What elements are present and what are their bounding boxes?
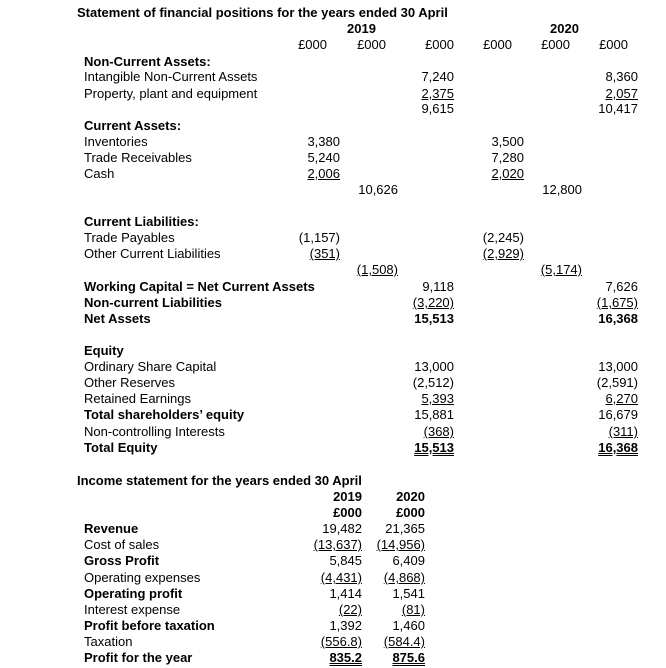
payables-2019: (1,157) xyxy=(298,230,340,245)
other-reserves-label: Other Reserves xyxy=(84,375,176,390)
is-2019-operating-profit: 1,414 xyxy=(329,586,362,601)
ppe-label: Property, plant and equipment xyxy=(84,86,258,101)
net-assets-label: Net Assets xyxy=(84,311,151,326)
retained-label: Retained Earnings xyxy=(84,391,191,406)
income-title: Income statement for the years ended 30 April xyxy=(77,473,362,488)
nca-heading: Non-Current Assets: xyxy=(84,54,211,69)
is-label-revenue: Revenue xyxy=(84,521,139,536)
osc-label: Ordinary Share Capital xyxy=(84,359,217,374)
is-label-operating-profit: Operating profit xyxy=(84,586,183,601)
col-unit-2019-b: £000 xyxy=(357,37,386,52)
payables-2020: (2,245) xyxy=(482,230,524,245)
ppe-2020: 2,057 xyxy=(605,86,638,101)
payables-label: Trade Payables xyxy=(84,230,175,245)
net-assets-2020: 16,368 xyxy=(598,311,638,326)
income-unit-2019: £000 xyxy=(333,505,362,520)
col-unit-2020-b: £000 xyxy=(541,37,570,52)
total-sh-equity-label: Total shareholders’ equity xyxy=(84,407,245,422)
ncl-2019: (3,220) xyxy=(412,295,454,310)
retained-2019: 5,393 xyxy=(421,391,454,406)
ppe-2019: 2,375 xyxy=(421,86,454,101)
col-unit-2020-c: £000 xyxy=(599,37,628,52)
retained-2020: 6,270 xyxy=(605,391,638,406)
osc-2019: 13,000 xyxy=(414,359,454,374)
is-label-cost-of-sales: Cost of sales xyxy=(84,537,160,552)
is-label-interest-expense: Interest expense xyxy=(84,602,181,617)
ca-heading: Current Assets: xyxy=(84,118,182,133)
cl-total-2019: (1,508) xyxy=(356,262,398,277)
is-2020-taxation: (584.4) xyxy=(383,634,425,649)
is-2019-profit-for-year: 835.2 xyxy=(329,650,362,665)
is-2019-interest-expense: (22) xyxy=(338,602,362,617)
inventories-label: Inventories xyxy=(84,134,148,149)
receivables-label: Trade Receivables xyxy=(84,150,192,165)
ncl-label: Non-current Liabilities xyxy=(84,295,222,310)
cash-2019: 2,006 xyxy=(307,166,340,181)
col-unit-2019-a: £000 xyxy=(298,37,327,52)
total-equity-label: Total Equity xyxy=(84,440,158,455)
nca-total-2020: 10,417 xyxy=(598,101,638,116)
net-assets-2019: 15,513 xyxy=(414,311,454,326)
is-2019-taxation: (556.8) xyxy=(320,634,362,649)
is-label-pbt: Profit before taxation xyxy=(84,618,215,633)
nci-2020: (311) xyxy=(608,424,638,439)
other-reserves-2019: (2,512) xyxy=(412,375,454,390)
working-capital-2019: 9,118 xyxy=(422,279,454,294)
nca-total-2019: 9,615 xyxy=(421,101,454,116)
sfp-title: Statement of financial positions for the years ended 30 April xyxy=(77,5,448,20)
is-2020-pbt: 1,460 xyxy=(392,618,425,633)
is-2019-gross-profit: 5,845 xyxy=(329,553,362,568)
is-label-taxation: Taxation xyxy=(84,634,133,649)
cash-label: Cash xyxy=(84,166,115,181)
income-year-2020: 2020 xyxy=(396,489,425,504)
is-label-gross-profit: Gross Profit xyxy=(84,553,160,568)
cl-heading: Current Liabilities: xyxy=(84,214,199,229)
is-2020-operating-profit: 1,541 xyxy=(392,586,425,601)
is-2020-interest-expense: (81) xyxy=(401,602,425,617)
is-2019-cost-of-sales: (13,637) xyxy=(313,537,362,552)
inventories-2019: 3,380 xyxy=(307,134,340,149)
cl-total-2020: (5,174) xyxy=(540,262,582,277)
total-sh-equity-2019: 15,881 xyxy=(414,407,454,422)
working-capital-2020: 7,626 xyxy=(605,279,638,294)
osc-2020: 13,000 xyxy=(598,359,638,374)
nci-label: Non-controlling Interests xyxy=(84,424,225,439)
is-2019-revenue: 19,482 xyxy=(322,521,362,536)
sfp-year-2020: 2020 xyxy=(550,21,579,36)
col-unit-2020-a: £000 xyxy=(483,37,512,52)
is-2020-operating-expenses: (4,868) xyxy=(383,570,425,585)
sfp-year-2019: 2019 xyxy=(347,21,376,36)
intangible-2020: 8,360 xyxy=(605,69,638,84)
col-unit-2019-c: £000 xyxy=(425,37,454,52)
is-label-profit-for-year: Profit for the year xyxy=(84,650,193,665)
is-2020-cost-of-sales: (14,956) xyxy=(376,537,425,552)
is-2019-pbt: 1,392 xyxy=(329,618,362,633)
is-2020-gross-profit: 6,409 xyxy=(392,553,425,568)
total-equity-2019: 15,513 xyxy=(414,440,454,455)
intangible-2019: 7,240 xyxy=(421,69,454,84)
total-equity-2020: 16,368 xyxy=(598,440,638,455)
is-2020-revenue: 21,365 xyxy=(385,521,425,536)
income-unit-2020: £000 xyxy=(396,505,425,520)
is-2020-profit-for-year: 875.6 xyxy=(392,650,425,665)
is-label-operating-expenses: Operating expenses xyxy=(84,570,201,585)
total-sh-equity-2020: 16,679 xyxy=(598,407,638,422)
income-year-2019: 2019 xyxy=(333,489,362,504)
ca-total-2019: 10,626 xyxy=(358,182,398,197)
inventories-2020: 3,500 xyxy=(491,134,524,149)
receivables-2020: 7,280 xyxy=(491,150,524,165)
ca-total-2020: 12,800 xyxy=(542,182,582,197)
receivables-2019: 5,240 xyxy=(307,150,340,165)
other-cl-label: Other Current Liabilities xyxy=(84,246,221,261)
working-capital-label: Working Capital = Net Current Assets xyxy=(84,279,315,294)
intangible-label: Intangible Non-Current Assets xyxy=(84,69,258,84)
is-2019-operating-expenses: (4,431) xyxy=(320,570,362,585)
nci-2019: (368) xyxy=(423,424,454,439)
cash-2020: 2,020 xyxy=(491,166,524,181)
other-cl-2019: (351) xyxy=(309,246,340,261)
equity-heading: Equity xyxy=(84,343,124,358)
other-cl-2020: (2,929) xyxy=(482,246,524,261)
other-reserves-2020: (2,591) xyxy=(596,375,638,390)
ncl-2020: (1,675) xyxy=(596,295,638,310)
